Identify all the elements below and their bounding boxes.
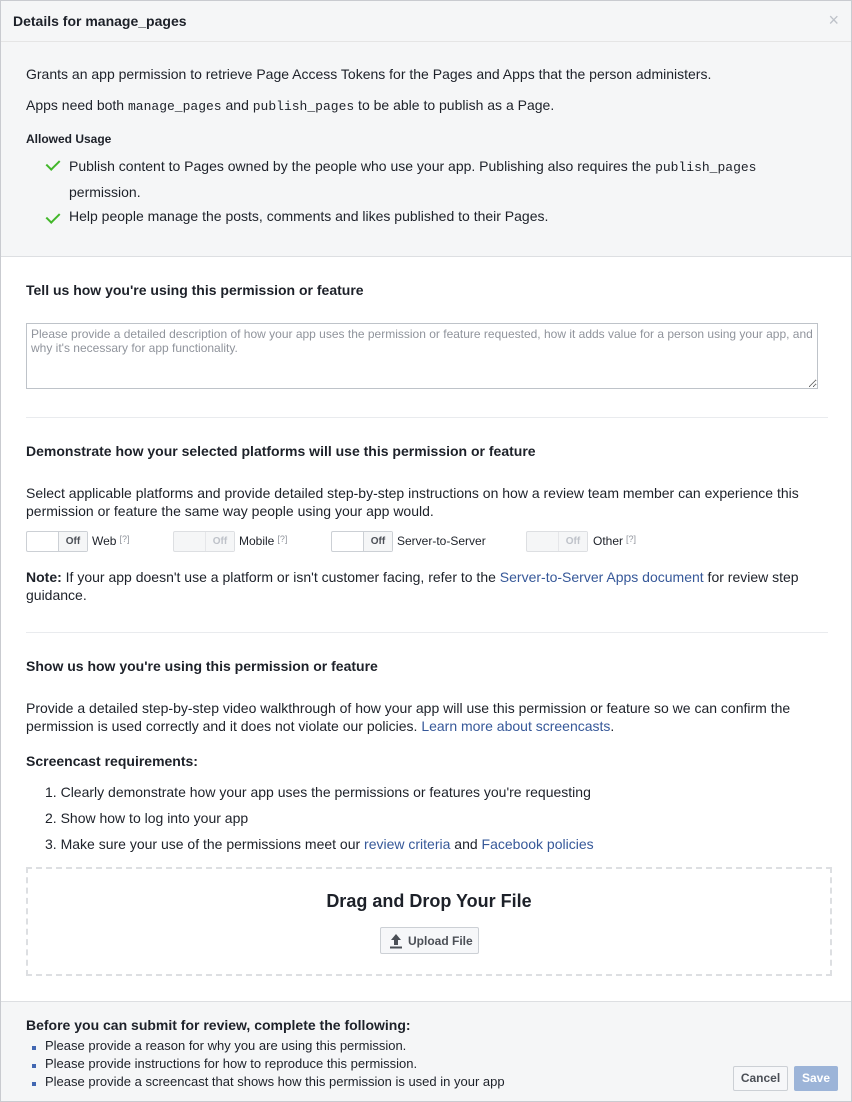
requirement-number: 3. (45, 836, 57, 852)
help-icon[interactable]: [?] (119, 534, 130, 544)
close-icon[interactable]: × (828, 10, 839, 30)
help-icon[interactable]: [?] (277, 534, 288, 544)
allowed-usage-heading: Allowed Usage (26, 132, 112, 146)
platform-label: Web (92, 534, 117, 548)
save-button[interactable]: Save (794, 1066, 838, 1091)
usage-section-heading: Tell us how you're using this permission or feature (26, 282, 364, 298)
toggle-label-web (92, 534, 129, 548)
toggle-state: Off (363, 532, 392, 551)
note-text: for review step (703, 569, 799, 585)
permission-requirement-note (26, 96, 554, 116)
bullet-icon (32, 1064, 36, 1068)
platforms-section-heading: Demonstrate how your selected platforms will use this permission or feature (26, 443, 536, 459)
platform-label: Server-to-Server (397, 534, 486, 548)
checklist-item: Please provide instructions for how to reproduce this permission. (45, 1056, 418, 1071)
footer-heading: Before you can submit for review, complete the following: (26, 1017, 411, 1033)
permission-description: Grants an app permission to retrieve Page Access Tokens for the Pages and Apps that the person administers. (26, 66, 712, 82)
toggle-label-server-to-server (397, 534, 486, 548)
permission-info-panel (1, 42, 851, 257)
upload-icon (389, 933, 403, 949)
requirement-text-c: to be able to publish as a Page. (354, 97, 555, 113)
toggle-label-mobile (239, 534, 287, 548)
dialog-footer (1, 1001, 851, 1101)
platform-note (26, 568, 816, 604)
toggle-other[interactable] (526, 531, 588, 552)
section-divider (26, 417, 828, 418)
upload-file-button[interactable] (380, 927, 479, 954)
usage-item (69, 154, 789, 205)
facebook-policies-link[interactable]: Facebook policies (481, 836, 594, 852)
platforms-description: Select applicable platforms and provide detailed step-by-step instructions on how a review team member can experience this permission or feature the same way people using your app would. (26, 485, 799, 519)
requirement-text-b: and (221, 97, 253, 113)
requirement-code-manage-pages: manage_pages (127, 99, 222, 114)
screencast-text: permission is used correctly and it does not violate our policies. (26, 718, 422, 734)
dialog-header (1, 1, 851, 42)
requirements-heading: Screencast requirements: (26, 753, 198, 769)
requirement-number: 2. (45, 810, 57, 826)
file-drop-zone[interactable] (26, 867, 832, 976)
requirement-item (45, 783, 591, 801)
check-icon (47, 211, 61, 221)
screencast-section-heading: Show us how you're using this permission or feature (26, 658, 378, 674)
note-label: Note: (26, 569, 62, 585)
platform-label: Mobile (239, 534, 275, 548)
requirement-text: Show how to log into your app (60, 810, 249, 826)
section-divider (26, 632, 828, 633)
bullet-icon (32, 1046, 36, 1050)
checklist-item: Please provide a reason for why you are using this permission. (45, 1038, 407, 1053)
check-icon (47, 158, 61, 168)
requirement-text-a: Apps need both (26, 97, 128, 113)
dialog-title: Details for manage_pages (13, 13, 187, 29)
toggle-state: Off (58, 532, 87, 551)
toggle-mobile[interactable] (173, 531, 235, 552)
requirement-text: Make sure your use of the permissions meet our (60, 836, 365, 852)
note-text: If your app doesn't use a platform or isn't customer facing, refer to the (61, 569, 500, 585)
toggle-state: Off (205, 532, 234, 551)
requirement-text: Clearly demonstrate how your app uses the permissions or features you're requesting (60, 784, 591, 800)
help-icon[interactable]: [?] (626, 534, 637, 544)
platform-label: Other (593, 534, 624, 548)
usage-item: Help people manage the posts, comments and likes published to their Pages. (69, 208, 549, 224)
toggle-server-to-server[interactable] (331, 531, 393, 552)
toggle-label-other (593, 534, 636, 548)
review-criteria-link[interactable]: review criteria (364, 836, 451, 852)
cancel-button[interactable]: Cancel (733, 1066, 788, 1091)
bullet-icon (32, 1082, 36, 1086)
period: . (610, 718, 615, 734)
requirement-item (45, 835, 594, 853)
upload-file-label: Upload File (408, 934, 473, 948)
requirement-item (45, 809, 248, 827)
toggle-state: Off (558, 532, 587, 551)
learn-more-screencasts-link[interactable]: Learn more about screencasts (421, 718, 611, 734)
toggle-web[interactable] (26, 531, 88, 552)
note-text: guidance. (26, 587, 87, 603)
usage-item-code: publish_pages (655, 160, 757, 175)
screencast-description (26, 699, 826, 735)
usage-item-text-a: Publish content to Pages owned by the people who use your app. Publishing also requires the (69, 158, 656, 174)
checklist-item: Please provide a screencast that shows how this permission is used in your app (45, 1074, 505, 1089)
requirement-number: 1. (45, 784, 57, 800)
server-to-server-doc-link[interactable]: Server-to-Server Apps document (499, 569, 704, 585)
usage-description-field[interactable] (26, 323, 818, 389)
screencast-text: Provide a detailed step-by-step video walkthrough of how your app will use this permission or feature so we can confirm the (26, 700, 791, 716)
drop-zone-title: Drag and Drop Your File (326, 891, 532, 911)
usage-item-text-b: permission. (69, 184, 141, 200)
requirement-code-publish-pages: publish_pages (252, 99, 355, 114)
requirement-text: and (450, 836, 482, 852)
